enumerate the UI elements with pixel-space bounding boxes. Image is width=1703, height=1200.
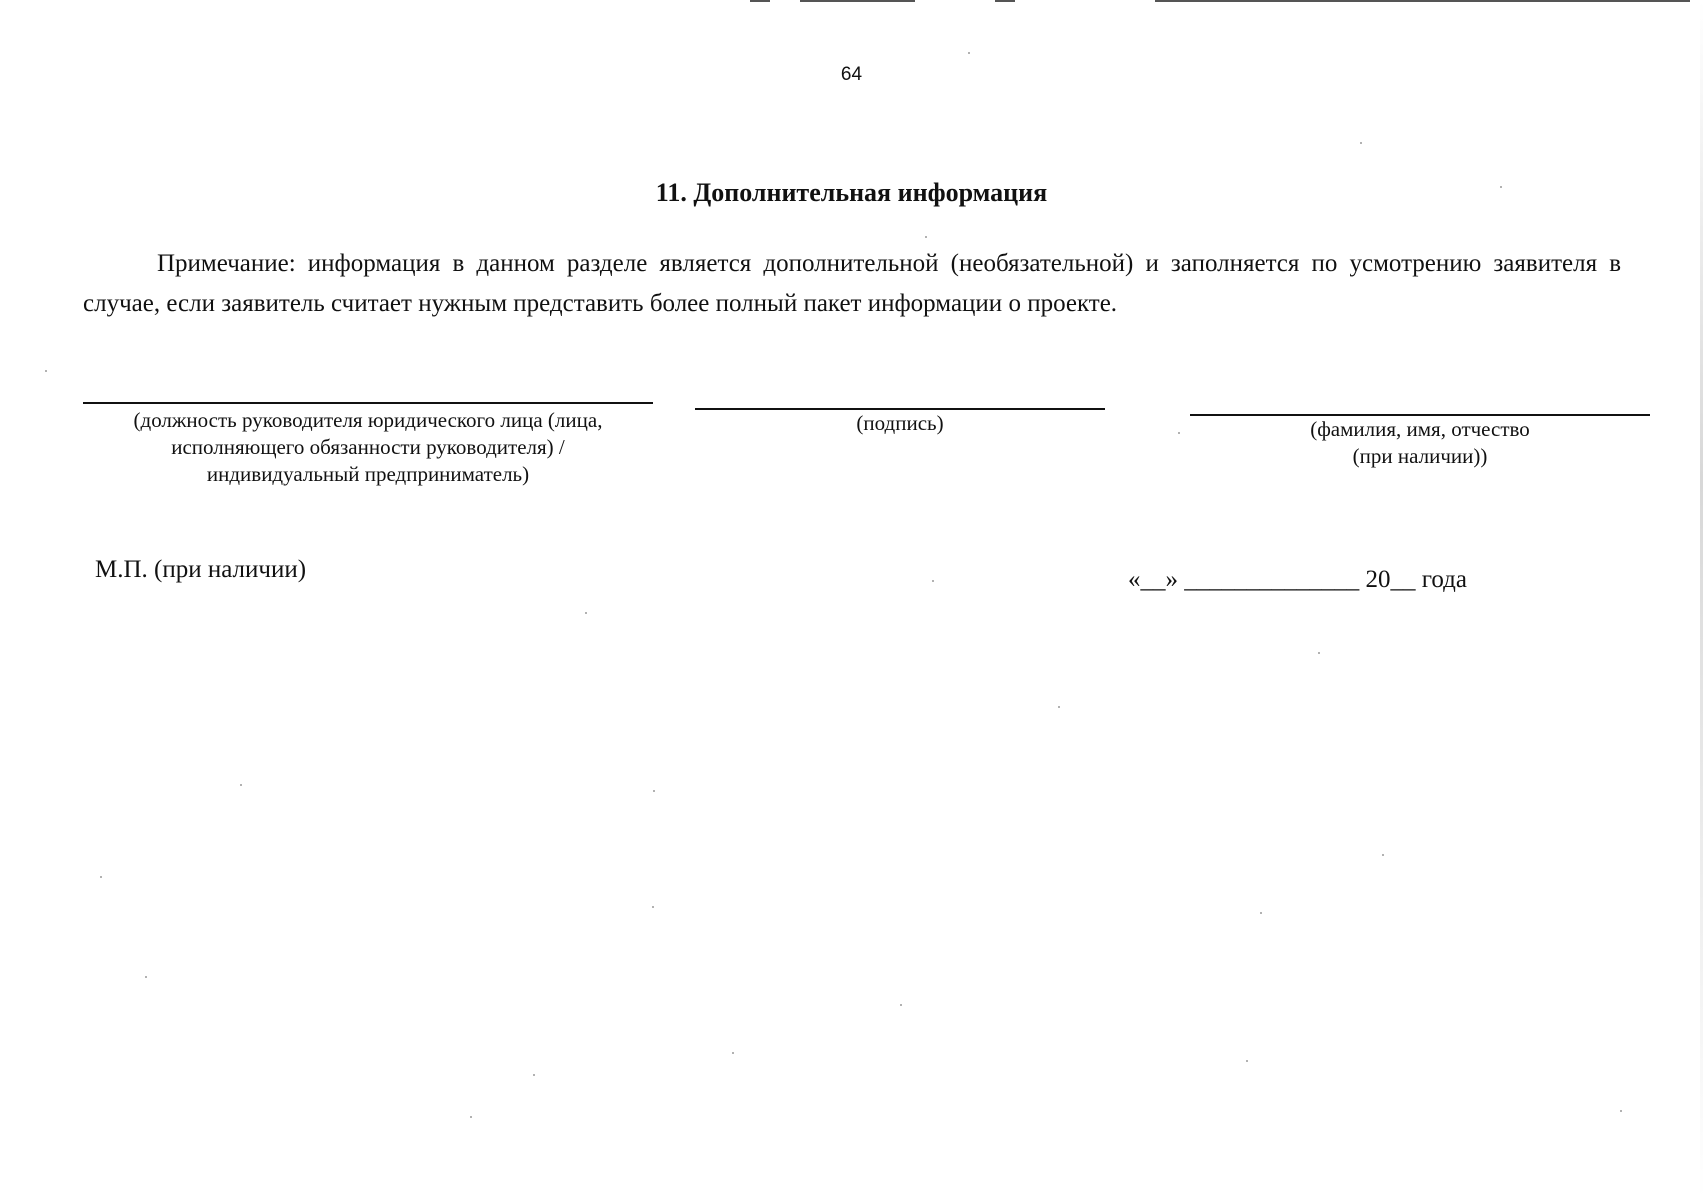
scan-speck bbox=[533, 1074, 535, 1076]
date-line: «__» ______________ 20__ года bbox=[1128, 566, 1467, 593]
scan-speck bbox=[732, 1052, 734, 1054]
position-caption bbox=[83, 407, 653, 488]
position-caption-line: индивидуальный предприниматель) bbox=[206, 462, 530, 486]
scan-speck bbox=[652, 906, 654, 908]
position-signature-line bbox=[83, 402, 653, 404]
scan-speck bbox=[1620, 1110, 1622, 1112]
scan-speck bbox=[240, 784, 242, 786]
stamp-label: М.П. (при наличии) bbox=[95, 556, 307, 583]
scan-speck bbox=[585, 612, 587, 614]
scan-artifact-line bbox=[800, 0, 915, 2]
scan-speck bbox=[900, 1004, 902, 1006]
scan-speck bbox=[470, 1116, 472, 1118]
scan-speck bbox=[925, 236, 927, 238]
scan-speck bbox=[1178, 432, 1180, 434]
scan-speck bbox=[653, 790, 655, 792]
section-title: 11. Дополнительная информация bbox=[655, 178, 1048, 207]
scan-speck bbox=[1260, 912, 1262, 914]
scan-speck bbox=[1360, 142, 1362, 144]
page-number-text: 64 bbox=[840, 64, 863, 85]
scan-speck bbox=[1500, 186, 1502, 188]
page-number bbox=[0, 64, 1703, 86]
scan-speck bbox=[145, 976, 147, 978]
scan-speck bbox=[1246, 1060, 1248, 1062]
section-note: Примечание: информация в данном разделе является дополнительной (необязательной) и заполняется по усмотрению заявителя в случае, если заявитель считает нужным представить более полный пакет информации о проекте. bbox=[83, 250, 1621, 317]
scan-artifact-line bbox=[1155, 0, 1690, 2]
signature-caption: (подпись) bbox=[856, 411, 944, 435]
position-caption-line: исполняющего обязанности руководителя) / bbox=[171, 435, 565, 459]
scan-speck bbox=[1318, 652, 1320, 654]
position-caption-line: (должность руководителя юридического лица (лица, bbox=[133, 408, 603, 432]
scan-artifact-line bbox=[995, 0, 1015, 2]
scan-speck bbox=[968, 52, 970, 54]
full-name-caption-line: (при наличии)) bbox=[1352, 444, 1488, 468]
full-name-caption bbox=[1190, 416, 1650, 470]
scan-speck bbox=[932, 580, 934, 582]
scan-speck bbox=[1058, 706, 1060, 708]
scan-speck bbox=[45, 370, 47, 372]
scan-speck bbox=[100, 876, 102, 878]
scan-artifact-line bbox=[750, 0, 770, 2]
full-name-caption-line: (фамилия, имя, отчество bbox=[1310, 417, 1530, 441]
scan-speck bbox=[1382, 854, 1384, 856]
